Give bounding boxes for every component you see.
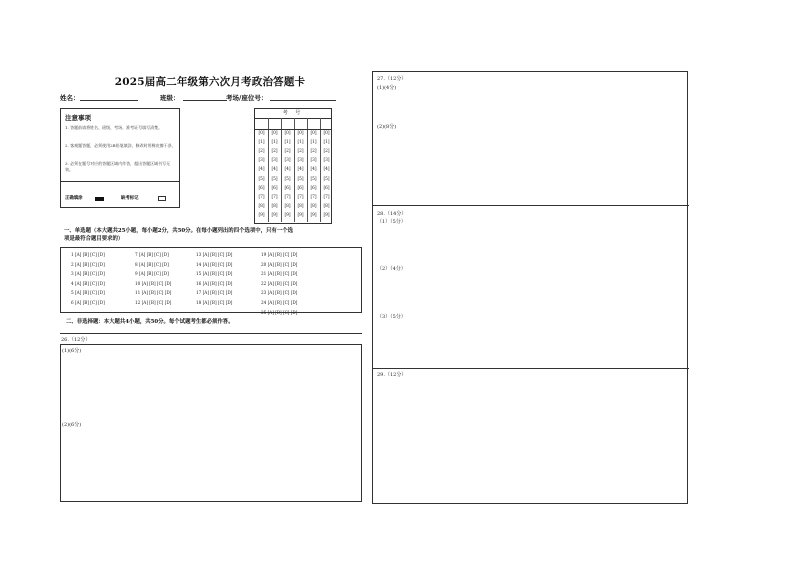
mc-question-row[interactable]: 19 [A] [B] [C] [D] xyxy=(261,252,298,257)
correct-fill-sample xyxy=(95,197,104,201)
exam-digit-bubble[interactable]: [3] xyxy=(297,158,304,164)
mc-question-row[interactable]: 23 [A] [B] [C] [D] xyxy=(261,290,298,296)
mc-question-row[interactable]: 4 [A] [B] [C] [D] xyxy=(71,280,105,286)
mc-question-row[interactable]: 15 [A] [B] [C] [D] xyxy=(196,271,233,277)
exam-number-header: 考 号 xyxy=(255,109,331,119)
exam-digit-bubble[interactable]: [3] xyxy=(323,158,330,164)
exam-digit-bubble[interactable]: [4] xyxy=(284,167,291,173)
mc-question-row[interactable]: 10 [A] [B] [C] [D] xyxy=(135,280,172,286)
mc-question-row[interactable]: 22 [A] [B] [C] [D] xyxy=(261,280,298,286)
class-field[interactable] xyxy=(183,100,227,101)
exam-digit-bubble[interactable]: [1] xyxy=(323,140,330,146)
q27-q28-divider xyxy=(373,205,689,206)
exam-digit-bubble[interactable]: [5] xyxy=(271,176,278,182)
mc-question-row[interactable]: 9 [A] [B] [C] [D] xyxy=(135,271,169,277)
q26-answer-box[interactable] xyxy=(60,344,362,502)
exam-digit-bubble[interactable]: [5] xyxy=(310,176,317,182)
class-label: 班级： xyxy=(160,94,180,102)
exam-digit-bubble[interactable]: [1] xyxy=(284,140,291,146)
exam-digit-bubble[interactable]: [0] xyxy=(310,131,317,136)
mc-question-row[interactable]: 16 [A] [B] [C] [D] xyxy=(196,280,233,286)
name-field[interactable] xyxy=(80,100,138,101)
exam-digit-bubble[interactable]: [8] xyxy=(258,203,265,209)
mc-question-row[interactable]: 18 [A] [B] [C] [D] xyxy=(196,300,233,305)
q28-answer-area[interactable] xyxy=(373,213,687,365)
exam-digit-bubble[interactable]: [9] xyxy=(323,212,330,218)
mc-question-row[interactable]: 13 [A] [B] [C] [D] xyxy=(196,252,233,257)
missing-mark-checkbox[interactable] xyxy=(158,196,166,201)
section1-instruction-line2: 项是最符合题目要求的） xyxy=(64,236,124,242)
q29-answer-area[interactable] xyxy=(373,378,687,502)
q26-heading: 26.（12分） xyxy=(61,337,91,343)
q26-part2-label: (2)(6分) xyxy=(62,422,82,428)
mc-question-row[interactable]: 1 [A] [B] [C] [D] xyxy=(71,252,105,257)
exam-digit-bubble[interactable]: [5] xyxy=(323,176,330,182)
note-item-3: 3. 必须在题号对应的答题区域内作答，超出答题区域书写无效。 xyxy=(65,161,171,173)
exam-digit-bubble[interactable]: [6] xyxy=(258,185,265,191)
notes-title: 注意事项 xyxy=(65,114,91,122)
q28-part2-label: （2）（4分） xyxy=(377,266,406,272)
exam-digit-bubble[interactable]: [7] xyxy=(310,194,317,200)
exam-digit-bubble[interactable]: [4] xyxy=(310,167,317,173)
correct-fill-label: 正确填涂 xyxy=(65,196,83,201)
exam-digit-bubble[interactable]: [6] xyxy=(297,185,304,191)
exam-number-grid xyxy=(254,108,332,224)
exam-digit-bubble[interactable]: [7] xyxy=(271,194,278,200)
exam-digit-bubble[interactable]: [0] xyxy=(284,131,291,136)
exam-digit-bubble[interactable]: [7] xyxy=(284,194,291,200)
page-title: 2025届高二年级第六次月考政治答题卡 xyxy=(114,76,306,88)
exam-digit-bubble[interactable]: [5] xyxy=(284,176,291,182)
exam-digit-bubble[interactable]: [6] xyxy=(271,185,278,191)
mc-question-row[interactable]: 12 [A] [B] [C] [D] xyxy=(135,300,172,305)
q26-part1-label: (1)(6分) xyxy=(62,348,82,354)
exam-digit-bubble[interactable]: [1] xyxy=(297,140,304,146)
exam-digit-bubble[interactable]: [6] xyxy=(284,185,291,191)
exam-digit-bubble[interactable]: [1] xyxy=(310,140,317,146)
q27-heading: 27.（12分） xyxy=(377,76,407,82)
exam-digit-bubble[interactable]: [5] xyxy=(297,176,304,182)
note-item-1: 1. 答题前请将姓名、班级、考场、准考证号填写清楚。 xyxy=(65,125,163,130)
mc-question-row[interactable]: 8 [A] [B] [C] [D] xyxy=(135,261,169,267)
note-item-2: 2. 客观题答题，必须使用2B铅笔填涂，修改时用橡皮擦干净。 xyxy=(65,143,176,148)
notes-box xyxy=(60,108,180,208)
exam-digit-bubble[interactable]: [4] xyxy=(271,167,278,173)
q28-part1-label: （1）（5分） xyxy=(377,219,406,225)
exam-digit-bubble[interactable]: [8] xyxy=(284,203,291,209)
name-label: 姓名： xyxy=(60,94,80,102)
q27-answer-area[interactable] xyxy=(373,80,687,202)
exam-digit-bubble[interactable]: [2] xyxy=(310,149,317,155)
q27-part1-label: (1)(4分) xyxy=(377,85,397,91)
exam-digit-bubble[interactable]: [7] xyxy=(323,194,330,200)
exam-digit-bubble[interactable]: [4] xyxy=(323,167,330,173)
mc-question-row[interactable]: 21 [A] [B] [C] [D] xyxy=(261,271,298,277)
exam-digit-bubble[interactable]: [7] xyxy=(258,194,265,200)
exam-digit-bubble[interactable]: [5] xyxy=(258,176,265,182)
q28-part3-label: （3）（5分） xyxy=(377,314,406,320)
mc-question-row[interactable]: 5 [A] [B] [C] [D] xyxy=(71,290,105,296)
exam-digit-bubble[interactable]: [6] xyxy=(310,185,317,191)
room-seat-field[interactable] xyxy=(270,100,336,101)
exam-digit-bubble[interactable]: [2] xyxy=(323,149,330,155)
mc-question-row[interactable]: 25 [A] [B] [C] [D] xyxy=(261,309,298,315)
mc-question-row[interactable]: 17 [A] [B] [C] [D] xyxy=(196,290,233,296)
exam-digit-bubble[interactable]: [9] xyxy=(310,212,317,218)
mc-question-row[interactable]: 2 [A] [B] [C] [D] xyxy=(71,261,105,267)
exam-digit-bubble[interactable]: [0] xyxy=(323,131,330,136)
exam-digit-bubble[interactable]: [3] xyxy=(284,158,291,164)
exam-digit-bubble[interactable]: [9] xyxy=(271,212,278,218)
exam-digit-bubble[interactable]: [3] xyxy=(258,158,265,164)
exam-digit-bubble[interactable]: [8] xyxy=(323,203,330,209)
exam-digit-bubble[interactable]: [2] xyxy=(271,149,278,155)
q27-part2-label: (2)(8分) xyxy=(377,124,397,130)
exam-digit-bubble[interactable]: [2] xyxy=(284,149,291,155)
exam-digit-bubble[interactable]: [7] xyxy=(297,194,304,200)
mc-question-row[interactable]: 20 [A] [B] [C] [D] xyxy=(261,261,298,267)
exam-digit-bubble[interactable]: [3] xyxy=(310,158,317,164)
exam-digit-bubble[interactable]: [8] xyxy=(310,203,317,209)
q28-q29-divider xyxy=(373,368,689,369)
mc-question-row[interactable]: 7 [A] [B] [C] [D] xyxy=(135,252,169,257)
exam-digit-bubble[interactable]: [8] xyxy=(271,203,278,209)
exam-digit-bubble[interactable]: [0] xyxy=(258,131,265,136)
mc-question-row[interactable]: 3 [A] [B] [C] [D] xyxy=(71,271,105,277)
exam-digit-bubble[interactable]: [1] xyxy=(271,140,278,146)
mc-question-row[interactable]: 6 [A] [B] [C] [D] xyxy=(71,300,105,305)
exam-digit-bubble[interactable]: [2] xyxy=(297,149,304,155)
exam-digit-bubble[interactable]: [9] xyxy=(258,212,265,218)
exam-digit-bubble[interactable]: [0] xyxy=(271,131,278,136)
q28-heading: 28.（14分） xyxy=(377,211,407,217)
exam-digit-bubble[interactable]: [9] xyxy=(297,212,304,218)
section2-divider xyxy=(60,333,362,334)
mc-question-row[interactable]: 14 [A] [B] [C] [D] xyxy=(196,261,233,267)
q29-heading: 29.（12分） xyxy=(377,372,407,378)
exam-digit-bubble[interactable]: [4] xyxy=(297,167,304,173)
mc-question-row[interactable]: 11 [A] [B] [C] [D] xyxy=(135,290,172,296)
section2-instruction: 二、非选择题：本大题共4小题，共50分。每个试题考生都必须作答。 xyxy=(66,319,234,325)
missing-mark-label: 缺考标记 xyxy=(121,196,139,201)
exam-digit-bubble[interactable]: [6] xyxy=(323,185,330,191)
exam-digit-bubble[interactable]: [0] xyxy=(297,131,304,136)
mc-question-row[interactable]: 24 [A] [B] [C] [D] xyxy=(261,300,298,305)
exam-digit-bubble[interactable]: [4] xyxy=(258,167,265,173)
exam-digit-bubble[interactable]: [8] xyxy=(297,203,304,209)
exam-digit-bubble[interactable]: [3] xyxy=(271,158,278,164)
section1-instruction-line1: 一、单选题（本大题共25小题，每小题2分，共50分。在每小题列出的四个选项中，只有一个选 xyxy=(64,228,293,234)
exam-digit-bubble[interactable]: [2] xyxy=(258,149,265,155)
exam-digit-bubble[interactable]: [1] xyxy=(258,140,265,146)
exam-digit-bubble[interactable]: [9] xyxy=(284,212,291,218)
room-seat-label: 考场/座位号： xyxy=(226,94,268,102)
mc-answer-box xyxy=(60,247,362,313)
notes-divider xyxy=(61,181,179,182)
